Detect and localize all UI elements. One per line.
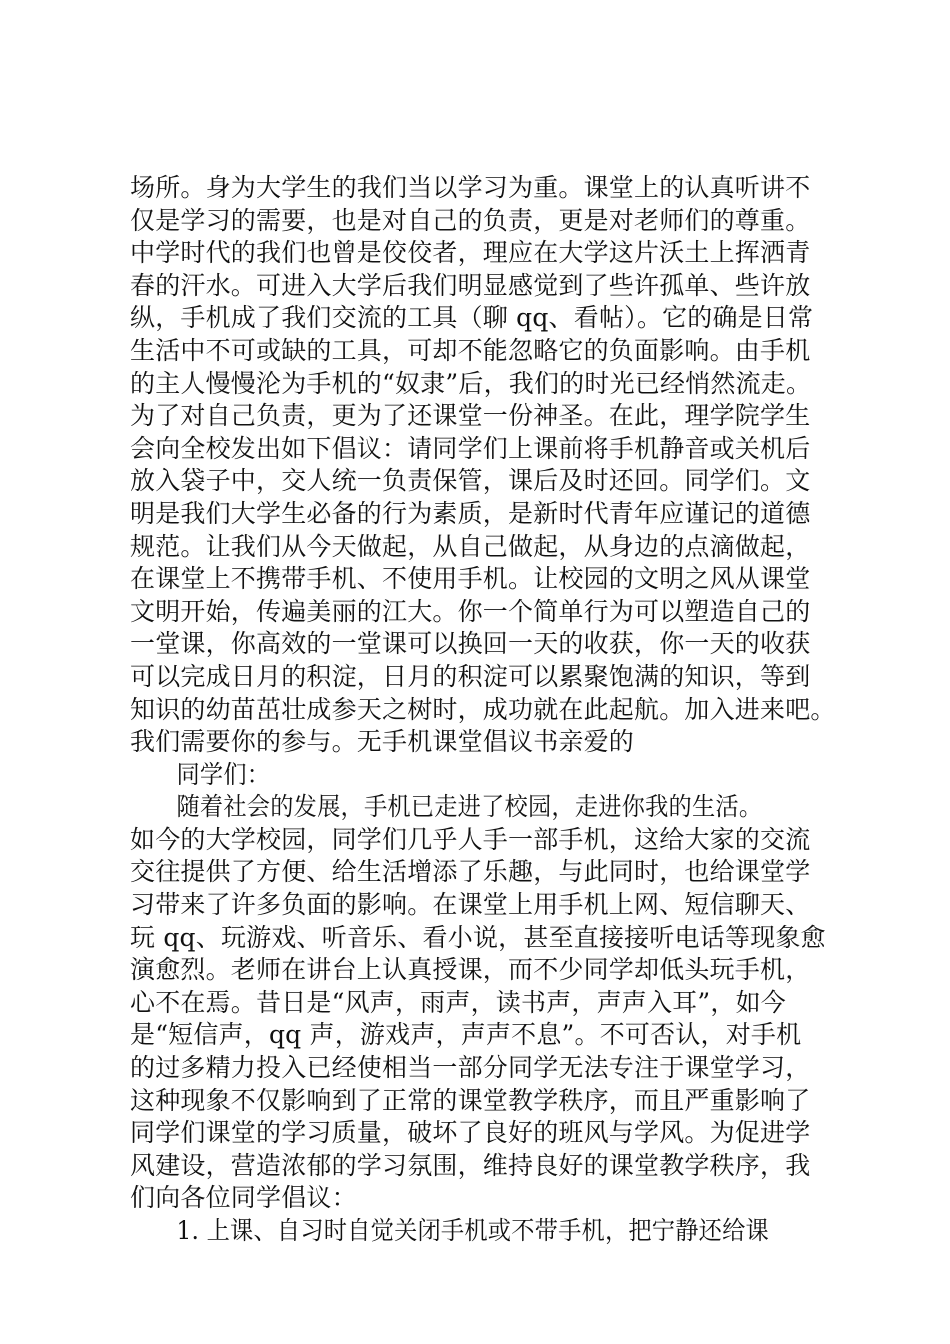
text-line: 知识的幼苗茁壮成参天之树时，成功就在此起航。加入进来吧。 [130, 694, 836, 724]
text-line: 一堂课，你高效的一堂课可以换回一天的收获，你一天的收获 [130, 629, 811, 659]
text-line: 这种现象不仅影响到了正常的课堂教学秩序，而且严重影响了 [130, 1085, 811, 1115]
text-line: 我们需要你的参与。无手机课堂倡议书亲爱的 [130, 727, 635, 757]
text-line: 在课堂上不携带手机、不使用手机。让校园的文明之风从课堂 [130, 564, 811, 594]
text-line: 交往提供了方便、给生活增添了乐趣，与此同时，也给课堂学 [130, 857, 811, 887]
text-line: 同学们课堂的学习质量，破坏了良好的班风与学风。为促进学 [130, 1118, 811, 1148]
text-line: 1. 上课、自习时自觉关闭手机或不带手机，把宁静还给课 [176, 1216, 769, 1245]
text-line: 生活中不可或缺的工具，可却不能忽略它的负面影响。由手机 [130, 335, 811, 365]
text-line: 风建设，营造浓郁的学习氛围，维持良好的课堂教学秩序，我 [130, 1150, 811, 1180]
text-line: 纵，手机成了我们交流的工具（聊 qq、看帖）。它的确是日常 [130, 303, 814, 333]
text-line: 是“短信声，qq 声，游戏声，声声不息”。不可否认，对手机 [130, 1020, 802, 1050]
text-line: 随着社会的发展，手机已走进了校园，走进你我的生活。 [176, 792, 763, 822]
text-line: 可以完成日月的积淀，日月的积淀可以累聚饱满的知识，等到 [130, 661, 811, 691]
text-line: 们向各位同学倡议： [130, 1183, 357, 1213]
text-line: 文明开始，传遍美丽的江大。你一个简单行为可以塑造自己的 [130, 596, 811, 626]
text-line: 的过多精力投入已经使相当一部分同学无法专注于课堂学习， [130, 1053, 811, 1083]
text-line: 场所。身为大学生的我们当以学习为重。课堂上的认真听讲不 [130, 173, 811, 202]
text-line: 习带来了许多负面的影响。在课堂上用手机上网、短信聊天、 [130, 890, 811, 920]
text-line: 的主人慢慢沦为手机的“奴隶”后，我们的时光已经悄然流走。 [130, 368, 812, 398]
text-line: 心不在焉。昔日是“风声，雨声，读书声，声声入耳”，如今 [130, 987, 786, 1017]
document-body [130, 172, 842, 1248]
text-line: 放入袋子中，交人统一负责保管，课后及时还回。同学们。文 [130, 466, 811, 496]
text-line: 明是我们大学生必备的行为素质，是新时代青年应谨记的道德 [130, 498, 811, 528]
text-line: 规范。让我们从今天做起，从自己做起，从身边的点滴做起， [130, 531, 811, 561]
text-line: 仅是学习的需要，也是对自己的负责，更是对老师们的尊重。 [130, 205, 811, 235]
text-line: 演愈烈。老师在讲台上认真授课，而不少同学却低头玩手机， [130, 955, 811, 985]
text-line: 玩 qq、玩游戏、听音乐、看小说，甚至直接接听电话等现象愈 [130, 922, 826, 952]
text-line: 春的汗水。可进入大学后我们明显感觉到了些许孤单、些许放 [130, 270, 811, 300]
text-line: 为了对自己负责，更为了还课堂一份神圣。在此，理学院学生 [130, 401, 811, 431]
text-line: 如今的大学校园，同学们几乎人手一部手机，这给大家的交流 [130, 824, 811, 854]
text-line: 会向全校发出如下倡议：请同学们上课前将手机静音或关机后 [130, 433, 811, 463]
text-line: 中学时代的我们也曾是佼佼者，理应在大学这片沃土上挥洒青 [130, 238, 811, 268]
text-line: 同学们： [176, 759, 271, 789]
